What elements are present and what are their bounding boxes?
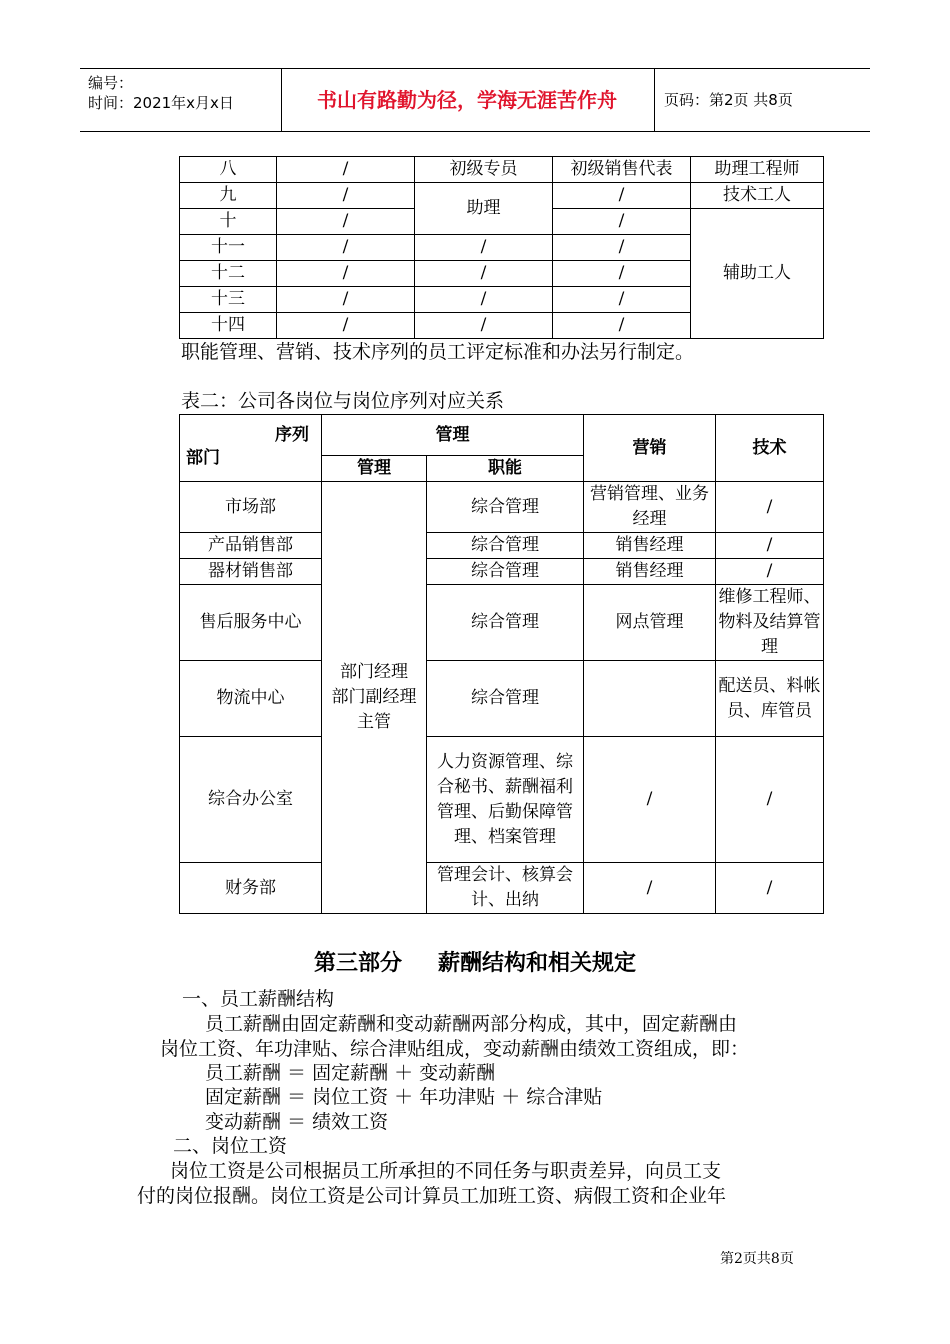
table-cell: 初级销售代表 [553, 157, 691, 183]
table-cell: / [277, 183, 415, 209]
table-row [180, 482, 824, 533]
sales-cell: 营销管理、业务经理 [584, 482, 716, 533]
table2-title: 表二：公司各岗位与岗位序列对应关系 [181, 390, 505, 412]
table-row [180, 559, 824, 585]
table-cell: / [553, 235, 691, 261]
table-cell: / [553, 209, 691, 235]
dept-cell: 综合办公室 [180, 737, 322, 863]
page-footer: 第2页共8页 [720, 1251, 794, 1267]
dept-cell: 物流中心 [180, 661, 322, 737]
func-cell: 综合管理 [427, 661, 584, 737]
page-header [80, 68, 870, 132]
mgmt-title: 主管 [357, 712, 391, 732]
section-part: 第三部分 [313, 951, 402, 976]
tech-cell: / [716, 533, 824, 559]
func-cell: 管理会计、核算会计、出纳 [427, 863, 584, 914]
mgmt-merged-cell [322, 482, 427, 914]
section-heading [0, 946, 950, 977]
table-cell: / [415, 287, 553, 313]
tech-cell: 维修工程师、物料及结算管理 [716, 585, 824, 661]
heading-2: 二、岗位工资 [173, 1135, 288, 1157]
level-cell: 十一 [180, 235, 277, 261]
func-sub-header: 职能 [427, 456, 584, 482]
corner-header-cell [180, 415, 322, 482]
level-cell: 八 [180, 157, 277, 183]
heading-1: 一、员工薪酬结构 [182, 988, 335, 1010]
table-cell: / [415, 261, 553, 287]
table-cell: / [553, 261, 691, 287]
table-cell: / [277, 287, 415, 313]
number-label: 编号： [88, 74, 134, 92]
sales-cell: 销售经理 [584, 533, 716, 559]
table-cell: 助理工程师 [691, 157, 824, 183]
table-cell: / [553, 313, 691, 339]
level-cell: 十四 [180, 313, 277, 339]
dept-cell: 市场部 [180, 482, 322, 533]
table-cell: 助理 [415, 183, 553, 235]
table-cell: / [277, 261, 415, 287]
level-cell: 十 [180, 209, 277, 235]
header-divider [654, 69, 655, 131]
date-label: 时间：2021年x月x日 [88, 94, 234, 112]
header-page-info: 页码：第2页 共8页 [664, 91, 793, 109]
level-cell: 十二 [180, 261, 277, 287]
func-cell: 人力资源管理、综合秘书、薪酬福利管理、后勤保障管理、档案管理 [427, 737, 584, 863]
func-cell: 综合管理 [427, 559, 584, 585]
tech-header: 技术 [716, 415, 824, 482]
formula-line: 员工薪酬 ＝ 固定薪酬 ＋ 变动薪酬 [205, 1062, 496, 1084]
sales-cell: 销售经理 [584, 559, 716, 585]
table-row [180, 863, 824, 914]
paragraph-line: 员工薪酬由固定薪酬和变动薪酬两部分构成，其中，固定薪酬由 [205, 1013, 738, 1035]
section-title: 薪酬结构和相关规定 [438, 951, 637, 976]
sales-cell: / [584, 863, 716, 914]
table-row [180, 585, 824, 661]
table-row [180, 183, 824, 209]
table-header-row [180, 415, 824, 456]
table-cell: / [277, 209, 415, 235]
corner-bottom-label: 部门 [186, 448, 220, 468]
tech-cell: / [716, 482, 824, 533]
func-cell: 综合管理 [427, 482, 584, 533]
sales-cell [584, 661, 716, 737]
sales-cell: 网点管理 [584, 585, 716, 661]
level-table [179, 156, 824, 339]
formula-line: 固定薪酬 ＝ 岗位工资 ＋ 年功津贴 ＋ 综合津贴 [205, 1086, 603, 1108]
table-cell: / [277, 157, 415, 183]
table-row [180, 533, 824, 559]
header-meta [88, 73, 234, 113]
mgmt-title: 部门经理 [340, 662, 408, 682]
header-motto: 书山有路勤为径，学海无涯苦作舟 [317, 88, 617, 112]
paragraph-line: 付的岗位报酬。岗位工资是公司计算员工加班工资、病假工资和企业年 [137, 1185, 727, 1207]
dept-cell: 售后服务中心 [180, 585, 322, 661]
table-cell: / [415, 313, 553, 339]
sales-header: 营销 [584, 415, 716, 482]
tech-cell: 配送员、料帐员、库管员 [716, 661, 824, 737]
mgmt-title: 部门副经理 [331, 687, 417, 707]
func-cell: 综合管理 [427, 533, 584, 559]
func-cell: 综合管理 [427, 585, 584, 661]
table-row [180, 737, 824, 863]
mgmt-sub-header: 管理 [322, 456, 427, 482]
paragraph-line: 岗位工资、年功津贴、综合津贴组成，变动薪酬由绩效工资组成，即： [160, 1038, 750, 1060]
table-cell: / [277, 235, 415, 261]
level-cell: 九 [180, 183, 277, 209]
table-cell: / [553, 183, 691, 209]
mgmt-group-header: 管理 [322, 415, 584, 456]
table-row [180, 157, 824, 183]
table-cell: 技术工人 [691, 183, 824, 209]
tech-cell: / [716, 737, 824, 863]
table-cell: / [553, 287, 691, 313]
dept-cell: 器材销售部 [180, 559, 322, 585]
dept-cell: 财务部 [180, 863, 322, 914]
tech-cell: / [716, 863, 824, 914]
tech-cell: / [716, 559, 824, 585]
paragraph-line: 岗位工资是公司根据员工所承担的不同任务与职责差异，向员工支 [170, 1160, 722, 1182]
corner-top-label: 序列 [275, 425, 309, 445]
table-row [180, 661, 824, 737]
dept-sequence-table [179, 414, 824, 914]
formula-line: 变动薪酬 ＝ 绩效工资 [205, 1111, 389, 1133]
dept-cell: 产品销售部 [180, 533, 322, 559]
table-cell: / [415, 235, 553, 261]
table-cell: 初级专员 [415, 157, 553, 183]
table-cell: 辅助工人 [691, 209, 824, 339]
note-text: 职能管理、营销、技术序列的员工评定标准和办法另行制定。 [181, 341, 695, 363]
level-cell: 十三 [180, 287, 277, 313]
sales-cell: / [584, 737, 716, 863]
table-cell: / [277, 313, 415, 339]
